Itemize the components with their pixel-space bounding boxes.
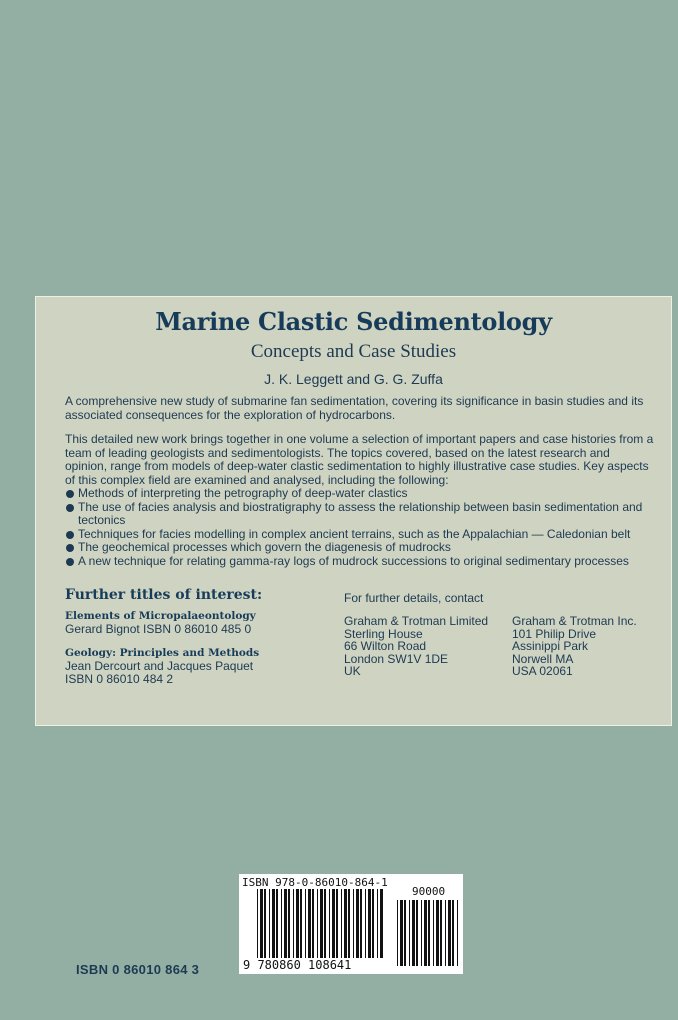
barcode-bar: [336, 889, 338, 958]
barcode-bar: [348, 889, 350, 958]
barcode-bar: [380, 889, 383, 958]
contact-heading: For further details, contact: [344, 591, 484, 605]
related-book-line: Jean Dercourt and Jacques Paquet: [65, 659, 254, 673]
barcode-bar: [344, 889, 347, 958]
us-address: [512, 615, 637, 678]
barcode-bar: [288, 889, 290, 958]
bullet-icon: [66, 490, 74, 498]
address-line: 66 Wilton Road: [344, 639, 427, 653]
barcode-bar: [269, 889, 270, 958]
topic-text: Techniques for facies modelling in complex ancient terrains, such as the Appalachian — Caledonian belt: [78, 526, 631, 541]
barcode-bar: [404, 900, 406, 966]
related-book-line: Gerard Bignot ISBN 0 86010 485 0: [65, 622, 252, 636]
topic-item: [65, 487, 655, 501]
barcode-bar: [421, 900, 422, 966]
address-line: UK: [344, 664, 361, 678]
topic-text: The use of facies analysis and biostratigraphy to assess the relationship between basin sedimentation and tectonics: [78, 499, 643, 527]
barcode-bar: [353, 889, 354, 958]
bullet-icon: [66, 544, 74, 552]
barcode-bar: [365, 889, 366, 958]
related-book-title: Elements of Micropalaeontology: [65, 610, 256, 622]
related-book: [65, 610, 325, 636]
barcode-bar: [400, 900, 403, 966]
barcode-bar: [264, 889, 266, 958]
barcode-bar: [356, 889, 359, 958]
address-line: 101 Philip Drive: [512, 626, 597, 641]
barcode-bar: [397, 900, 398, 966]
bullet-icon: [66, 558, 74, 566]
further-titles-heading: Further titles of interest:: [65, 587, 263, 603]
barcode-bar: [360, 889, 362, 958]
barcode-bar: [368, 889, 371, 958]
topic-item: [65, 528, 655, 542]
topic-item: [65, 541, 655, 555]
barcode-bar: [436, 900, 439, 966]
topic-text: The geochemical processes which govern the diagenesis of mudrocks: [78, 540, 451, 554]
related-book-title: Geology: Principles and Methods: [65, 647, 260, 659]
barcode-bar: [300, 889, 302, 958]
isbn-footer: ISBN 0 86010 864 3: [76, 962, 200, 977]
topic-item: [65, 501, 655, 528]
barcode-bar: [457, 900, 458, 966]
intro-paragraph: A comprehensive new study of submarine fan sedimentation, covering its significance in basin studies and its associated consequences for the exploration of hydrocarbons.: [65, 394, 644, 422]
barcode-bar: [308, 889, 311, 958]
barcode-bar: [452, 900, 454, 966]
topic-text: Methods of interpreting the petrography of deep-water clastics: [78, 486, 408, 500]
topic-text: A new technique for relating gamma-ray logs of mudrock successions to original sedimentary processes: [78, 553, 629, 568]
book-title: Marine Clastic Sedimentology: [155, 307, 552, 336]
barcode-bar: [293, 889, 294, 958]
bullet-icon: [66, 504, 74, 512]
address-line: Norwell MA: [512, 651, 574, 666]
address-line: Graham & Trotman Inc.: [512, 614, 637, 628]
barcode-bar: [341, 889, 342, 958]
topic-item: [65, 555, 655, 569]
address-line: London SW1V 1DE: [344, 651, 449, 666]
barcode-price-code: 90000: [412, 885, 446, 898]
barcode-bar: [296, 889, 299, 958]
barcode-bar: [377, 889, 378, 958]
barcode-bar: [440, 900, 442, 966]
barcode-bar: [428, 900, 430, 966]
barcode-bar: [448, 900, 451, 966]
address-line: Assinippi Park: [512, 639, 589, 653]
bullet-icon: [66, 531, 74, 539]
barcode-isbn-label: ISBN 978-0-86010-864-1: [242, 876, 388, 889]
barcode-bar: [372, 889, 374, 958]
address-line: Graham & Trotman Limited: [344, 614, 489, 628]
barcode-bar: [409, 900, 410, 966]
uk-address: [344, 615, 488, 678]
book-authors: J. K. Leggett and G. G. Zuffa: [264, 371, 443, 387]
info-panel: [35, 296, 672, 726]
barcode-bar: [305, 889, 306, 958]
barcode-bar: [284, 889, 287, 958]
barcode-bar: [312, 889, 314, 958]
barcode-bar: [276, 889, 278, 958]
description-paragraph: This detailed new work brings together in one volume a selection of important papers and case histories from a team of leading geologists and sedimentologists. The topics covered, based on the latest research and opinion, range from models of deep-water clastic sedimentation to highly illustrative case studies. Key aspects of this complex field are examined and analysed, including the following:: [65, 432, 654, 487]
address-line: USA 02061: [512, 664, 573, 678]
barcode-bar: [416, 900, 418, 966]
book-subtitle: Concepts and Case Studies: [250, 341, 457, 362]
barcode-bar: [320, 889, 323, 958]
barcode-bar: [324, 889, 326, 958]
barcode-bar: [412, 900, 415, 966]
barcode-bar: [281, 889, 282, 958]
barcode-ean-digits: 9 780860 108641: [243, 958, 352, 972]
barcode-bar: [433, 900, 434, 966]
barcode-bar: [272, 889, 275, 958]
barcode-bar: [257, 889, 258, 958]
barcode-bar: [445, 900, 446, 966]
barcode-bar: [424, 900, 427, 966]
barcode-bar: [317, 889, 318, 958]
barcode-bar: [260, 889, 263, 958]
barcode-bar: [332, 889, 335, 958]
topic-list: [65, 487, 655, 568]
related-book-line: ISBN 0 86010 484 2: [65, 672, 174, 686]
barcode: [239, 874, 463, 974]
barcode-bar: [329, 889, 330, 958]
related-book: [65, 647, 325, 686]
description-block: [65, 433, 655, 568]
address-line: Sterling House: [344, 626, 423, 641]
